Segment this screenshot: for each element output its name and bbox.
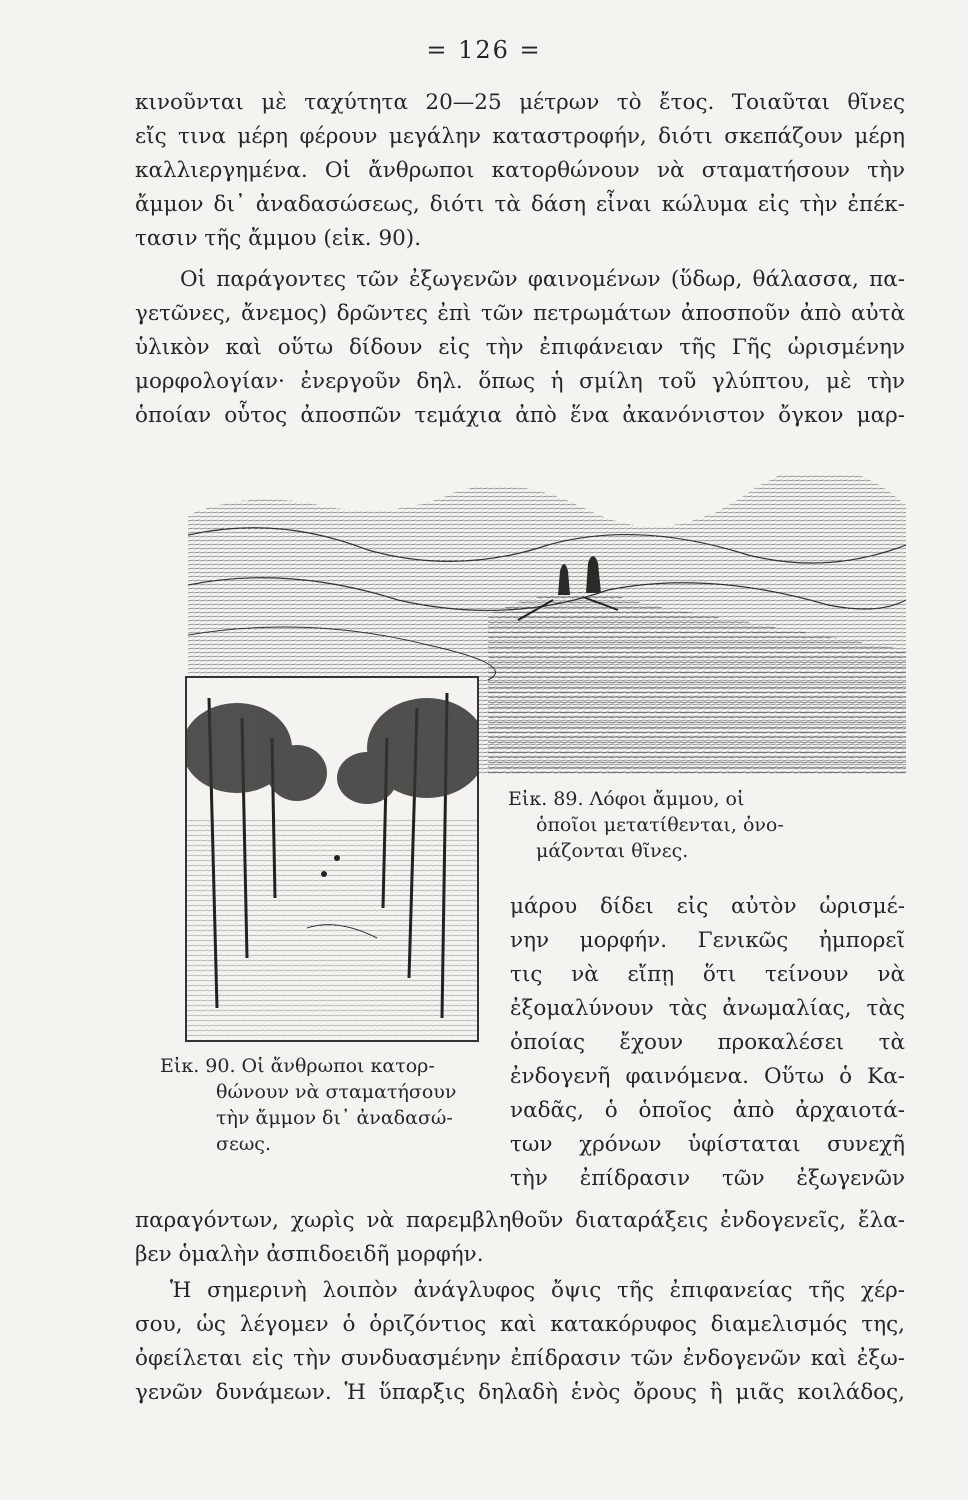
text-line: ὀφείλεται εἰς τὴν συνδυασμένην ἐπίδρασιν τῶν ἐνδογενῶν καὶ ἐξω- [135, 1346, 905, 1371]
caption-line: θώνουν νὰ σταματήσουν [216, 1081, 457, 1103]
text-line: βεν ὁμαλὴν ἀσπιδοειδῆ μορφήν. [135, 1242, 484, 1267]
text-line: γετῶνες, ἄνεμος) δρῶντες ἐπὶ τῶν πετρωμάτων ἀποσποῦν ἀπὸ αὐτὰ [135, 301, 905, 326]
caption-line: σεως. [216, 1133, 271, 1155]
text-line: εἴς τινα μέρη φέρουν μεγάλην καταστροφήν, διότι σκεπάζουν μέρη [135, 124, 905, 149]
text-line: ἐνδογενῆ φαινόμενα. Οὕτω ὁ Κα- [510, 1064, 905, 1089]
page-number: = 126 = [426, 36, 542, 64]
text-line: σου, ὡς λέγομεν ὁ ὁριζόντιος καὶ κατακόρυφος διαμελισμός της, [135, 1312, 905, 1337]
text-line: ὁποίας ἔχουν προκαλέσει τὰ [510, 1030, 905, 1055]
text-line: νην μορφήν. Γενικῶς ἠμπορεῖ [510, 928, 905, 953]
reforestation-illustration [185, 676, 479, 1042]
text-line: ἄμμον δι᾽ ἀναδασώσεως, διότι τὰ δάση εἶναι κώλυμα εἰς τὴν ἐπέκ- [135, 192, 905, 217]
text-line: τασιν τῆς ἄμμου (εἰκ. 90). [135, 226, 422, 251]
text-line: τις νὰ εἴπῃ ὅτι τείνουν νὰ [510, 962, 905, 987]
text-line: γενῶν δυνάμεων. Ἡ ὕπαρξις δηλαδὴ ἑνὸς ὄρους ἢ μιᾶς κοιλάδος, [135, 1380, 905, 1405]
text-line: ὁποίαν οὗτος ἀποσπῶν τεμάχια ἀπὸ ἕνα ἀκανόνιστον ὄγκον μαρ- [135, 403, 905, 428]
text-line: ναδᾶς, ὁ ὁποῖος ἀπὸ ἀρχαιοτά- [510, 1098, 905, 1123]
text-line: κινοῦνται μὲ ταχύτητα 20—25 μέτρων τὸ ἔτος. Τοιαῦται θῖνες [135, 90, 905, 115]
text-line: ἐξομαλύνουν τὰς ἀνωμαλίας, τὰς [510, 996, 905, 1021]
caption-line: Εἰκ. 89. Λόφοι ἄμμου, οἱ [508, 788, 745, 810]
caption-line: Εἰκ. 90. Οἱ ἄνθρωποι κατορ- [160, 1055, 435, 1077]
caption-line: μάζονται θῖνες. [536, 840, 689, 862]
text-line: Οἱ παράγοντες τῶν ἐξωγενῶν φαινομένων (ὕδωρ, θάλασσα, πα- [180, 267, 905, 292]
text-line: μάρου δίδει εἰς αὐτὸν ὡρισμέ- [510, 894, 905, 919]
text-line: παραγόντων, χωρὶς νὰ παρεμβληθοῦν διαταράξεις ἐνδογενεῖς, ἔλα- [135, 1208, 905, 1233]
text-line: των χρόνων ὑφίσταται συνεχῆ [510, 1132, 905, 1157]
text-line: ὑλικὸν καὶ οὕτω δίδουν εἰς τὴν ἐπιφάνειαν τῆς Γῆς ὡρισμένην [135, 335, 905, 360]
text-line: μορφολογίαν· ἐνεργοῦν δηλ. ὅπως ἡ σμίλη τοῦ γλύπτου, μὲ τὴν [135, 369, 905, 394]
caption-line: ὁποῖοι μετατίθενται, ὀνο- [536, 814, 784, 836]
text-line: Ἡ σημερινὴ λοιπὸν ἀνάγλυφος ὄψις τῆς ἐπιφανείας τῆς χέρ- [170, 1278, 905, 1303]
text-line: τὴν ἐπίδρασιν τῶν ἐξωγενῶν [510, 1166, 905, 1191]
text-line: καλλιεργημένα. Οἱ ἄνθρωποι κατορθώνουν νὰ σταματήσουν τὴν [135, 158, 905, 183]
caption-line: τὴν ἄμμον δι᾽ ἀναδασώ- [216, 1107, 453, 1129]
